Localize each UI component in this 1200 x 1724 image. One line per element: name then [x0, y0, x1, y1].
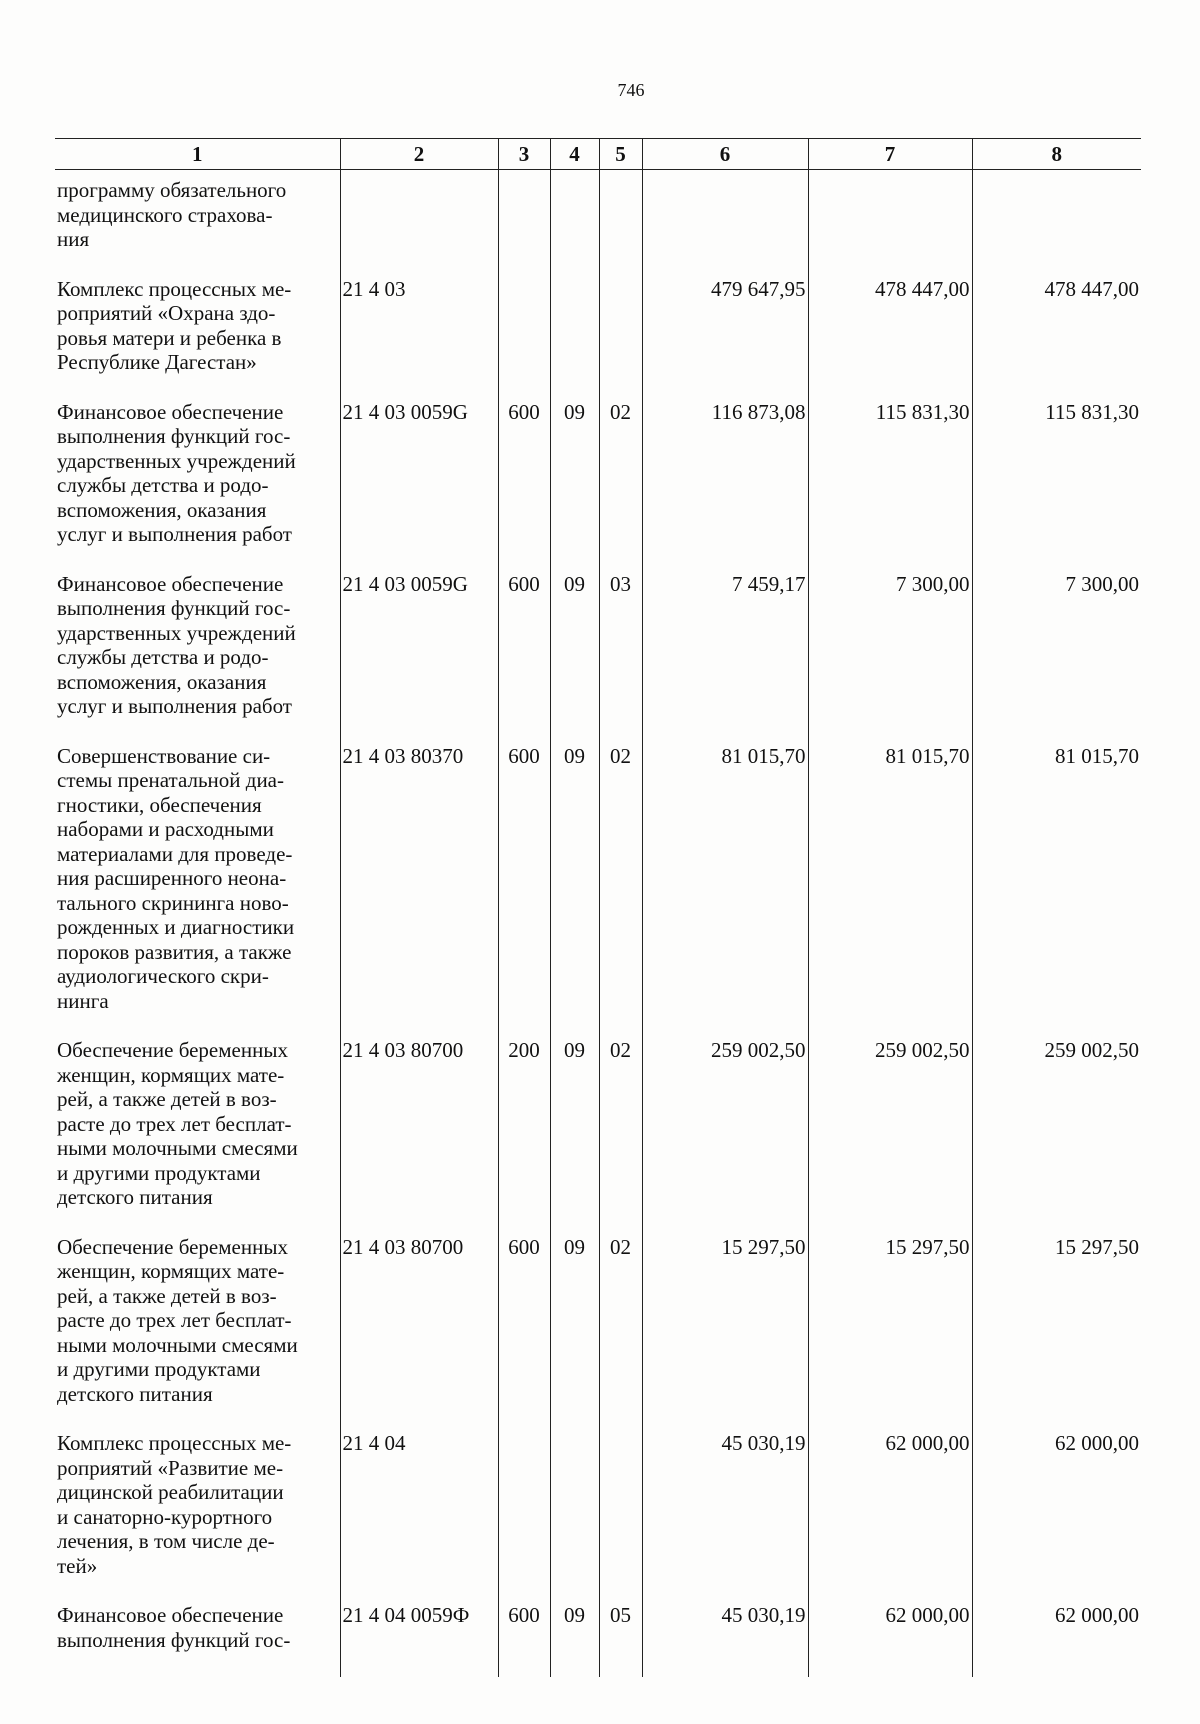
- row-code: 21 4 03 0059G: [340, 400, 498, 572]
- row-col3: 600: [498, 1603, 550, 1677]
- row-col3: [498, 277, 550, 400]
- row-amount-8: 478 447,00: [972, 277, 1141, 400]
- table-header: [55, 139, 1141, 170]
- row-col5: 02: [599, 1235, 642, 1432]
- row-col5: 02: [599, 744, 642, 1039]
- row-amount-6: 259 002,50: [642, 1038, 808, 1235]
- row-description: Комплекс процессных ме- роприятий «Охрана здо- ровья матери и ребенка в Республике Дагестан»: [57, 276, 292, 374]
- row-amount-8: 81 015,70: [972, 744, 1141, 1039]
- row-col4: 09: [550, 1235, 599, 1432]
- row-col4: 09: [550, 572, 599, 744]
- row-amount-6: [642, 170, 808, 277]
- table-body: [55, 170, 1141, 1678]
- row-col5: [599, 277, 642, 400]
- row-col3: 600: [498, 572, 550, 744]
- row-description: Финансовое обеспечение выполнения функций гос-: [57, 1603, 291, 1652]
- column-header-7: 7: [808, 139, 972, 170]
- row-code: 21 4 03 80370: [340, 744, 498, 1039]
- row-amount-8: 15 297,50: [972, 1235, 1141, 1432]
- row-col5: [599, 170, 642, 277]
- row-code: 21 4 03 0059G: [340, 572, 498, 744]
- row-amount-8: [972, 170, 1141, 277]
- column-header-2: 2: [340, 139, 498, 170]
- row-code: 21 4 03 80700: [340, 1235, 498, 1432]
- table-row: [55, 1603, 1141, 1677]
- row-code: 21 4 03 80700: [340, 1038, 498, 1235]
- row-amount-6: 116 873,08: [642, 400, 808, 572]
- row-description: Обеспечение беременных женщин, кормящих мате- рей, а также детей в воз- расте до трех лет бесплат- ными молочными смесями и другими продуктами детского питания: [57, 1038, 298, 1209]
- row-col4: [550, 1431, 599, 1603]
- column-header-8: 8: [972, 139, 1141, 170]
- column-header-6: 6: [642, 139, 808, 170]
- table-row: [55, 572, 1141, 744]
- row-amount-7: 115 831,30: [808, 400, 972, 572]
- row-col4: 09: [550, 1603, 599, 1677]
- table-row: [55, 277, 1141, 400]
- row-amount-7: 478 447,00: [808, 277, 972, 400]
- row-amount-8: 115 831,30: [972, 400, 1141, 572]
- row-description: программу обязательного медицинского страхова- ния: [57, 178, 287, 251]
- page-number: 746: [617, 80, 645, 100]
- column-header-5: 5: [599, 139, 642, 170]
- row-col3: 200: [498, 1038, 550, 1235]
- row-description: Финансовое обеспечение выполнения функций гос- ударственных учреждений службы детства и родо- вспоможения, оказания услуг и выполнения работ: [57, 571, 296, 718]
- row-description: Совершенствование си- стемы пренатальной диа- гностики, обеспечения наборами и расходными материалами для проведе- ния расширенного неона- тального скрининга ново- рожденных и диагностики пороков развития, а также аудиологического скри- нинга: [57, 743, 295, 1013]
- row-amount-6: 15 297,50: [642, 1235, 808, 1432]
- row-col4: 09: [550, 400, 599, 572]
- row-amount-8: 259 002,50: [972, 1038, 1141, 1235]
- row-amount-7: 81 015,70: [808, 744, 972, 1039]
- row-col3: [498, 170, 550, 277]
- row-amount-7: 15 297,50: [808, 1235, 972, 1432]
- row-amount-7: 62 000,00: [808, 1603, 972, 1677]
- row-col5: 02: [599, 400, 642, 572]
- row-description: Финансовое обеспечение выполнения функций гос- ударственных учреждений службы детства и родо- вспоможения, оказания услуг и выполнения работ: [57, 399, 296, 546]
- table-row: [55, 1431, 1141, 1603]
- row-col3: 600: [498, 1235, 550, 1432]
- row-col3: 600: [498, 744, 550, 1039]
- row-amount-6: 45 030,19: [642, 1603, 808, 1677]
- row-code: 21 4 04: [340, 1431, 498, 1603]
- row-col3: 600: [498, 400, 550, 572]
- row-amount-8: 62 000,00: [972, 1431, 1141, 1603]
- column-header-3: 3: [498, 139, 550, 170]
- row-col5: 03: [599, 572, 642, 744]
- row-col4: 09: [550, 744, 599, 1039]
- table-row: [55, 744, 1141, 1039]
- row-col4: [550, 170, 599, 277]
- row-amount-8: 62 000,00: [972, 1603, 1141, 1677]
- row-col4: [550, 277, 599, 400]
- column-header-1: 1: [55, 139, 340, 170]
- row-amount-6: 81 015,70: [642, 744, 808, 1039]
- row-amount-7: [808, 170, 972, 277]
- row-col3: [498, 1431, 550, 1603]
- row-amount-7: 62 000,00: [808, 1431, 972, 1603]
- row-description: Обеспечение беременных женщин, кормящих мате- рей, а также детей в воз- расте до трех лет бесплат- ными молочными смесями и другими продуктами детского питания: [57, 1234, 298, 1406]
- row-col5: [599, 1431, 642, 1603]
- row-amount-7: 7 300,00: [808, 572, 972, 744]
- row-code: [340, 170, 498, 277]
- table-row: [55, 1235, 1141, 1432]
- row-code: 21 4 04 0059Ф: [340, 1603, 498, 1677]
- row-col5: 05: [599, 1603, 642, 1677]
- table-row: [55, 170, 1141, 277]
- budget-table: [55, 138, 1141, 1677]
- row-amount-8: 7 300,00: [972, 572, 1141, 744]
- row-code: 21 4 03: [340, 277, 498, 400]
- row-amount-6: 7 459,17: [642, 572, 808, 744]
- table-row: [55, 1038, 1141, 1235]
- row-amount-7: 259 002,50: [808, 1038, 972, 1235]
- table-row: [55, 400, 1141, 572]
- row-col4: 09: [550, 1038, 599, 1235]
- row-amount-6: 45 030,19: [642, 1431, 808, 1603]
- row-col5: 02: [599, 1038, 642, 1235]
- row-amount-6: 479 647,95: [642, 277, 808, 400]
- row-description: Комплекс процессных ме- роприятий «Развитие ме- дицинской реабилитации и санаторно-курортного лечения, в том числе де- тей»: [57, 1431, 292, 1578]
- column-header-4: 4: [550, 139, 599, 170]
